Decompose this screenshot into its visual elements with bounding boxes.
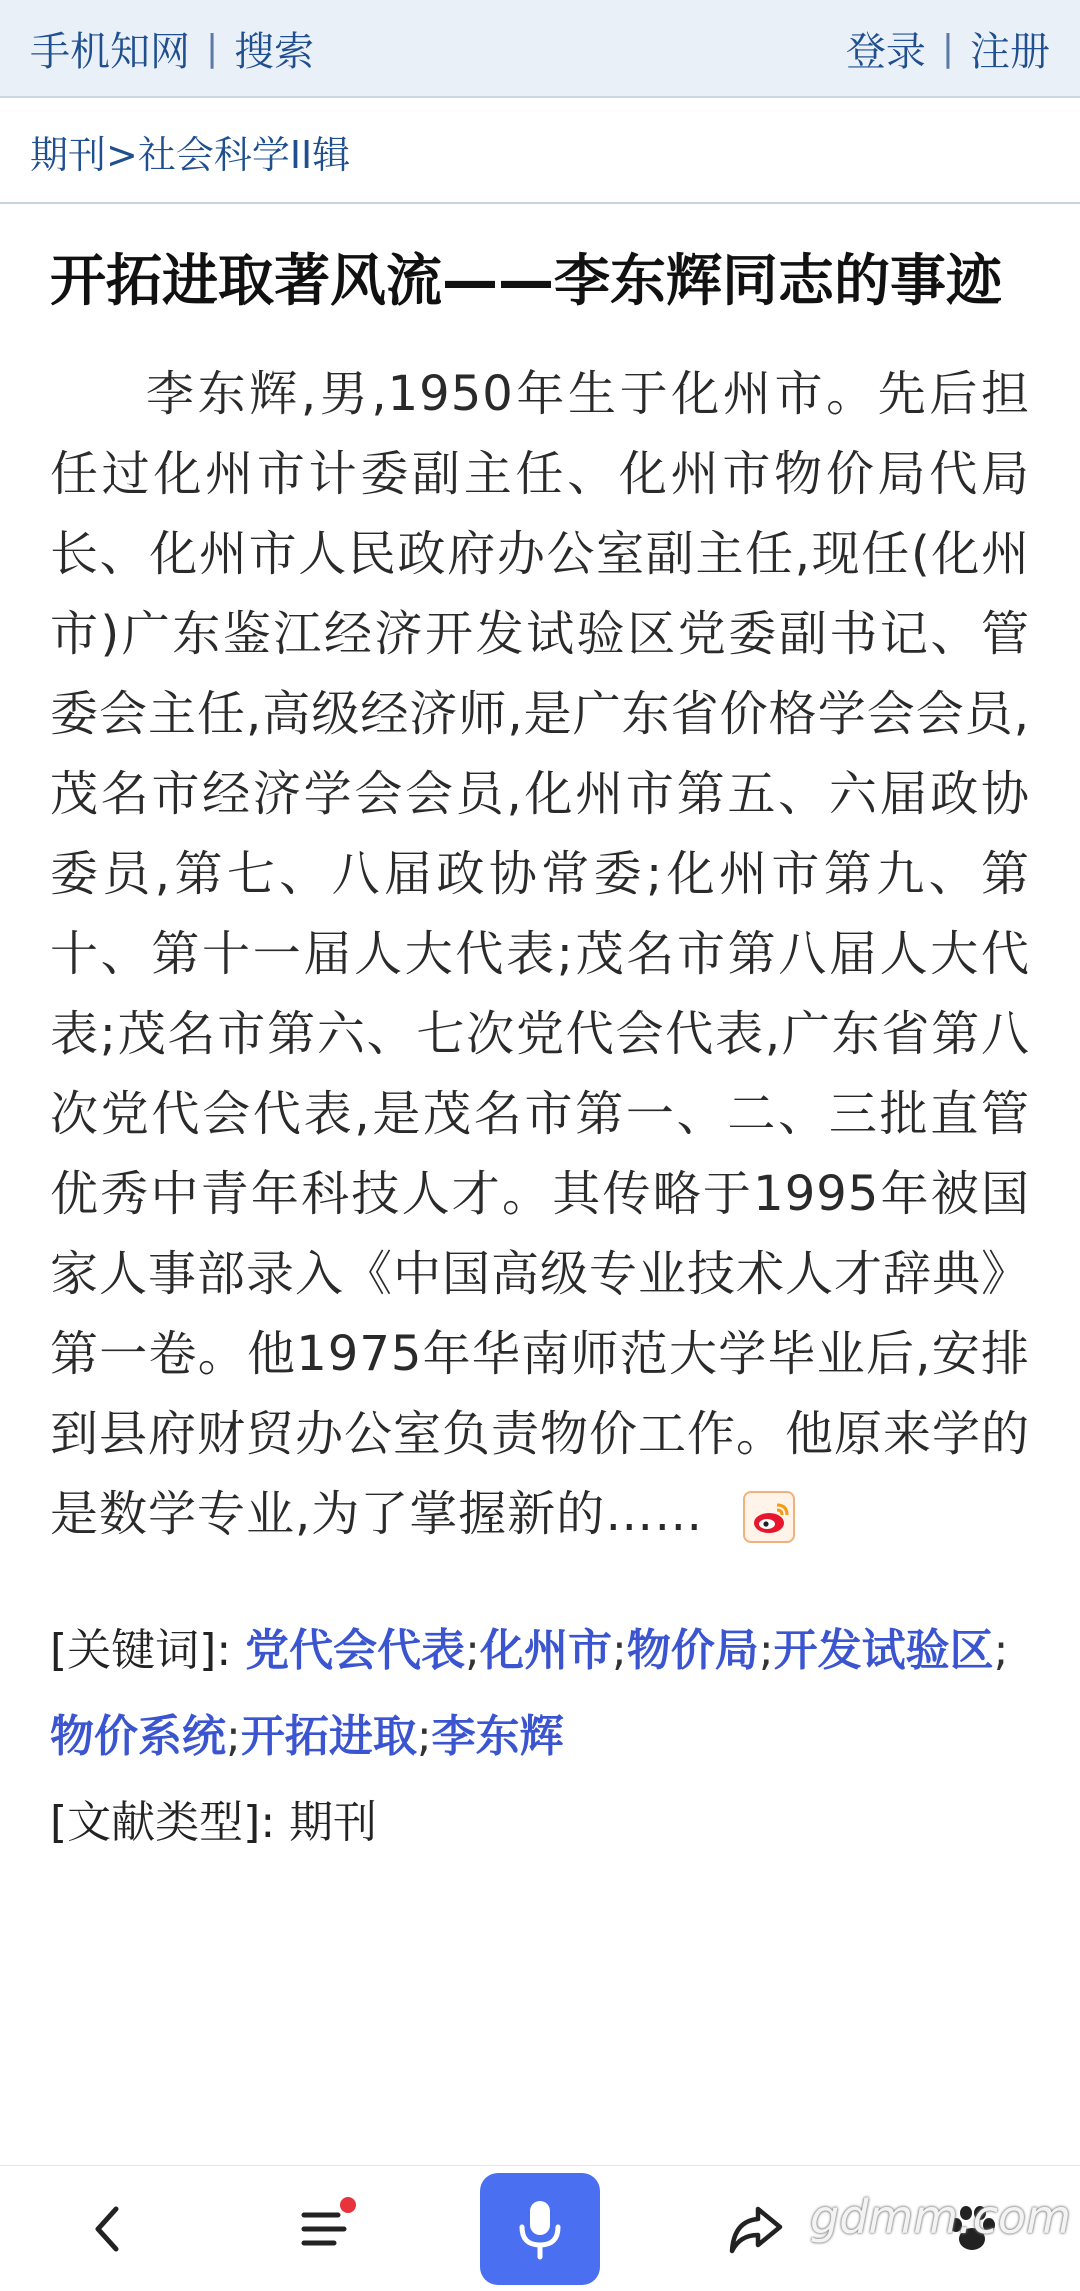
article-title: 开拓进取著风流——李东辉同志的事迹 [50, 249, 1002, 314]
watermark: gdmm.com [810, 2190, 1071, 2244]
nav-separator: | [206, 27, 219, 69]
keyword-separator: ; [758, 1625, 774, 1676]
keyword-link[interactable]: 党代会代表 [245, 1625, 466, 1676]
top-navigation-bar [0, 0, 1080, 98]
doc-type-value: 期刊 [289, 1797, 378, 1848]
notification-dot [340, 2197, 356, 2213]
keyword-link[interactable]: 物价系统 [50, 1711, 226, 1762]
doc-type-row [50, 1780, 1030, 1866]
keywords-label: [关键词]: [50, 1625, 232, 1676]
search-link[interactable]: 搜索 [234, 28, 315, 75]
keyword-link[interactable]: 物价局 [626, 1625, 759, 1676]
keyword-separator: ; [416, 1711, 432, 1762]
keyword-separator: ; [226, 1711, 241, 1762]
microphone-icon [512, 2197, 568, 2261]
back-button[interactable] [48, 2169, 168, 2289]
weibo-share-icon[interactable] [743, 1491, 795, 1543]
breadcrumb-link[interactable]: 期刊>社会科学II辑 [30, 132, 351, 177]
keyword-link[interactable]: 开发试验区 [773, 1625, 994, 1676]
abstract-text: 李东辉,男,1950年生于化州市。先后担任过化州市计委副主任、化州市物价局代局长、化州市人民政府办公室副主任,现任(化州市)广东鉴江经济开发试验区党委副书记、管委会主任,高级经济师,是广东省价格学会会员,茂名市经济学会会员,化州市第五、六届政协委员,第七、八届政协常委;化州市第九、第十、第十一届人大代表;茂名市第八届人大代表;茂名市第六、七次党代会代表,广东省第八次党代会代表,是茂名市第一、二、三批直管优秀中青年科技人才。其传略于1995年被国家人事部录入《中国高级专业技术人才辞典》第一卷。他1975年华南师范大学毕业后,安排到县府财贸办公室负责物价工作。他原来学的是数学专业,为了掌握新的…… [50, 366, 1031, 1542]
share-icon [724, 2199, 788, 2259]
site-home-link[interactable]: 手机知网 [30, 28, 190, 75]
keyword-link[interactable]: 化州市 [479, 1625, 612, 1676]
voice-input-button[interactable] [480, 2173, 600, 2285]
keyword-separator: ; [465, 1625, 480, 1676]
site-nav-group [30, 20, 314, 77]
share-button[interactable] [696, 2169, 816, 2289]
register-link[interactable]: 注册 [970, 28, 1050, 75]
article-meta [50, 1608, 1030, 1866]
keyword-link[interactable]: 开拓进取 [240, 1711, 417, 1762]
article-abstract [50, 354, 1030, 1554]
login-link[interactable]: 登录 [845, 28, 926, 75]
keyword-separator: ; [993, 1625, 1009, 1676]
nav-separator: | [941, 27, 954, 69]
keywords-row [50, 1608, 1030, 1780]
keyword-separator: ; [611, 1625, 627, 1676]
article-content [50, 232, 1030, 1866]
back-chevron-icon [78, 2199, 138, 2259]
doc-type-label: [文献类型]: [50, 1797, 276, 1848]
menu-button[interactable] [264, 2169, 384, 2289]
keyword-link[interactable]: 李东辉 [431, 1711, 564, 1762]
breadcrumb [0, 100, 1080, 204]
account-nav-group [846, 20, 1050, 77]
